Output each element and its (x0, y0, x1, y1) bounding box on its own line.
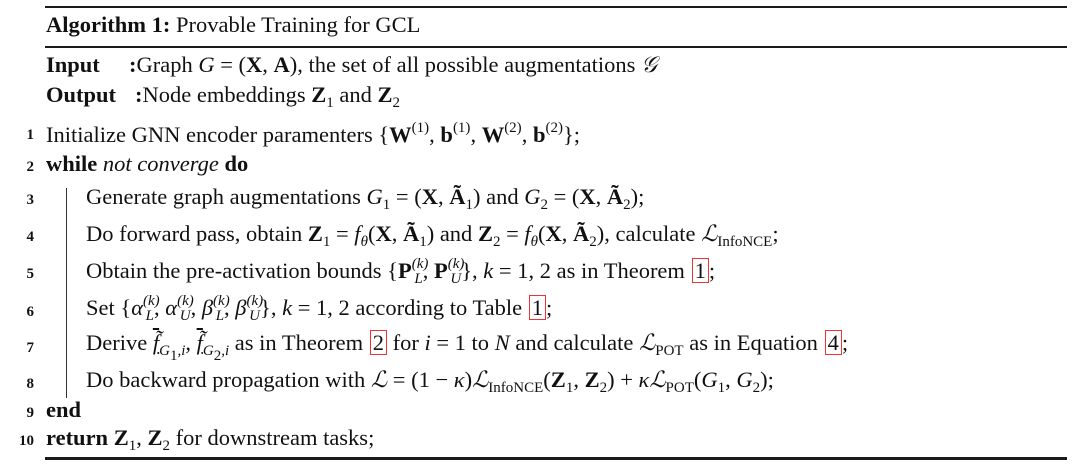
output-label: Output (46, 82, 117, 107)
line-number: 2 (26, 159, 34, 175)
line-number: 1 (26, 127, 34, 143)
table-ref-link[interactable]: 1 (529, 295, 546, 320)
header-rule (45, 46, 1067, 48)
algo-line-2: while not converge do (46, 151, 249, 176)
line-number: 7 (26, 340, 34, 356)
top-rule (45, 6, 1067, 8)
input-label: Input (46, 52, 100, 77)
line-number: 5 (26, 266, 34, 282)
algo-line-6: Set {$\alpha^{(k)}_L$, $\alpha^{(k)}_U$, $\beta^{(k)}_L$, $\beta^{(k)}_U$}, k = 1, 2 according to Table 1 ; (86, 293, 553, 324)
algo-line-5: Obtain the pre-activation bounds {$P^{(k)}_L$, $P^{(k)}_U$}, k = 1, 2 as in Theorem 1 ; (86, 256, 716, 287)
while-block-bar (66, 188, 67, 398)
line-number: 4 (26, 229, 34, 245)
algo-line-1: Initialize GNN encoder paramenters {$W^{(1)}$, $b^{(1)}$, $W^{(2)}$, $b^{(2)}$}; (46, 120, 581, 147)
algo-line-4: Do forward pass, obtain $Z_1 = f_\theta(X$, $Ã_1$) and $Z_2 = f_\theta(X$, $Ã_2$), calculate ℒ$_{InfoNCE}$; (86, 221, 779, 250)
equation-ref-link[interactable]: 4 (825, 330, 842, 355)
algorithm-title (46, 12, 420, 38)
bottom-rule (45, 457, 1067, 460)
algorithm-name: Provable Training for GCL (175, 12, 421, 37)
algo-line-10: return $Z_1$, $Z_2$ for downstream tasks; (46, 425, 375, 454)
line-number: 3 (26, 192, 34, 208)
algo-line-9: end (46, 397, 82, 422)
algo-line-8: Do backward propagation with ℒ = $(1 - \kappa)ℒ_{InfoNCE}(Z_1$, $Z_2$) + $\kappa ℒ_{POT}(G_1$, $G_2$); (86, 367, 774, 396)
theorem-ref-link[interactable]: 2 (370, 330, 387, 355)
line-number: 9 (26, 405, 34, 421)
line-number: 6 (26, 304, 34, 320)
algo-line-3: Generate graph augmentations $G_1 = (X$, $Ã_1$) and $G_2 = (X$, $Ã_2$); (86, 184, 645, 213)
theorem-ref-link[interactable]: 1 (692, 258, 709, 283)
line-number: 10 (19, 433, 34, 449)
input-line: Input :Graph G = (X, A), the set of all possible augmentations 𝒢 (46, 52, 658, 78)
line-number: 8 (26, 376, 34, 392)
algo-line-7: Derive $f̃_{G_1,i}$, $f̃_{G_2,i}$ as in Theorem 2 for i = 1 to N and calculate ℒ$_{POT}$ as in Equation 4 ; (86, 330, 849, 364)
output-line: Output :Node embeddings $Z_1$ and $Z_2$ (46, 82, 400, 111)
algorithm-label: Algorithm 1: (46, 12, 171, 37)
